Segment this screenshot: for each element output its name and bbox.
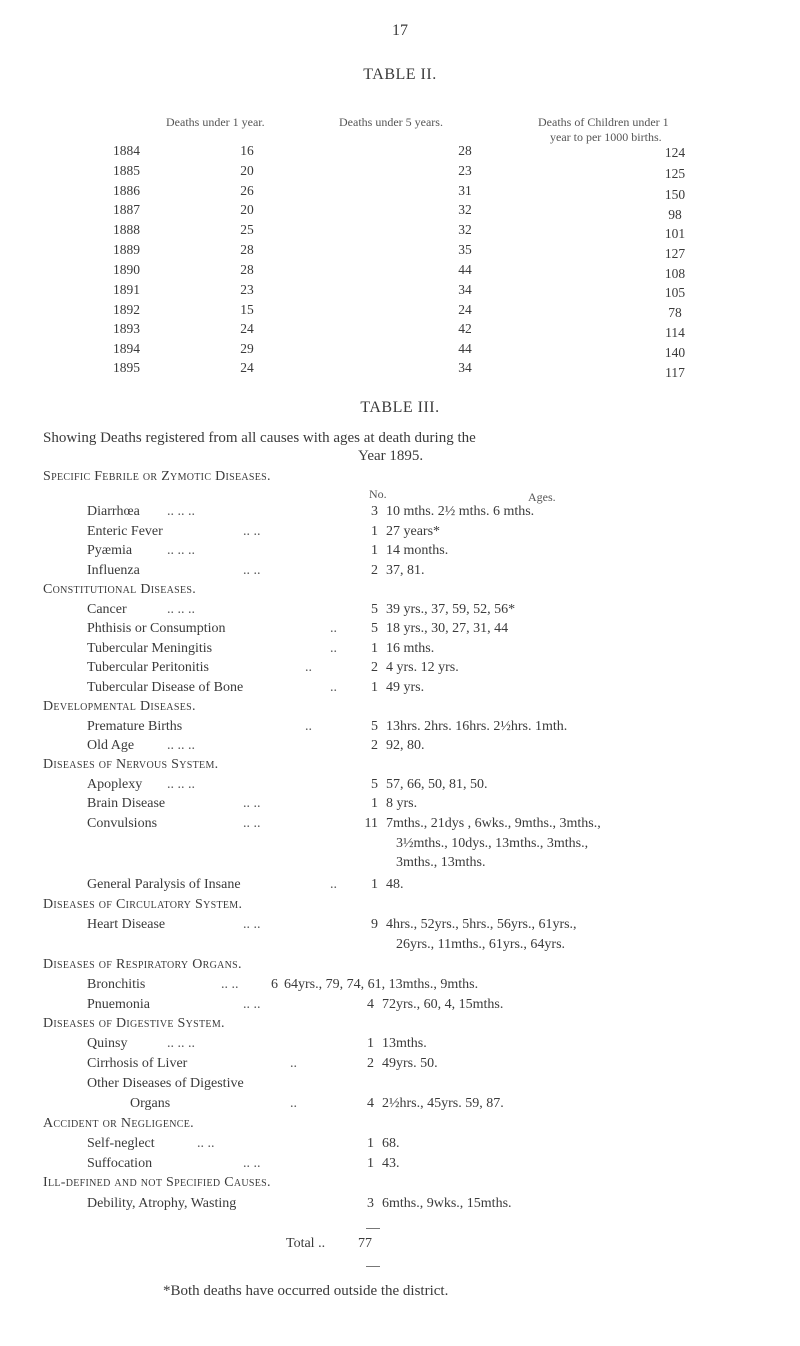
cause-heart-disease: Heart Disease	[87, 917, 166, 932]
under5-cell: 44	[458, 341, 472, 356]
cause-quinsy: Quinsy	[87, 1036, 128, 1051]
count-enteric-fever: 1	[371, 524, 378, 539]
count-cancer: 5	[371, 602, 378, 617]
header-deaths-under-5: Deaths under 5 years.	[339, 115, 443, 129]
cause-suffocation: Suffocation	[87, 1156, 153, 1171]
ages-cancer: 39 yrs., 37, 59, 52, 56*	[386, 602, 516, 617]
under5-cell: 44	[458, 262, 472, 277]
year-cell: 1887	[113, 202, 140, 217]
leader-dots: ..	[290, 1096, 297, 1111]
cause-general-paralysis: General Paralysis of Insane	[87, 877, 241, 892]
ages-general-paralysis: 48.	[386, 877, 404, 892]
ages-phthisis: 18 yrs., 30, 27, 31, 44	[386, 621, 509, 636]
table3-intro-line2: Year 1895.	[358, 448, 424, 464]
under5-cell: 23	[458, 163, 472, 178]
ages-brain-disease: 8 yrs.	[386, 796, 418, 811]
under5-cell: 32	[458, 202, 472, 217]
rate-cell: 78	[668, 305, 682, 320]
leader-dots: .. ..	[243, 816, 261, 831]
cause-premature-births: Premature Births	[87, 719, 183, 734]
year-cell: 1894	[113, 341, 140, 356]
ages-old-age: 92, 80.	[386, 738, 425, 753]
leader-dots: .. ..	[243, 997, 261, 1012]
cause-cancer: Cancer	[87, 602, 127, 617]
ages-debility: 6mths., 9wks., 15mths.	[382, 1196, 512, 1211]
rate-cell: 140	[664, 345, 686, 360]
leader-dots: .. .. ..	[167, 738, 195, 753]
rate-cell: 117	[665, 365, 685, 380]
cause-debility: Debility, Atrophy, Wasting	[87, 1196, 237, 1211]
count-apoplexy: 5	[371, 777, 378, 792]
ages-diarrhoea: 10 mths. 2½ mths. 6 mths.	[386, 504, 535, 519]
under1-cell: 15	[240, 302, 254, 317]
ages-convulsions-line2: 3½mths., 10dys., 13mths., 3mths.,	[396, 836, 589, 851]
year-cell: 1889	[113, 242, 140, 257]
count-tubercular-bone: 1	[371, 680, 378, 695]
leader-dots: ..	[305, 660, 312, 675]
rate-cell: 150	[664, 187, 686, 202]
column-no-header: No.	[369, 487, 387, 501]
header-rate-line2: year to per 1000 births.	[550, 130, 662, 144]
year-cell: 1888	[113, 222, 140, 237]
under5-cell: 34	[458, 282, 472, 297]
under1-cell: 28	[240, 262, 254, 277]
count-debility: 3	[367, 1196, 374, 1211]
cause-brain-disease: Brain Disease	[87, 796, 166, 811]
table2-title: TABLE II.	[363, 66, 437, 83]
count-convulsions: 11	[364, 816, 378, 831]
rate-cell: 127	[664, 246, 686, 261]
header-deaths-under-1: Deaths under 1 year.	[166, 115, 265, 129]
cause-tubercular-peritonitis: Tubercular Peritonitis	[87, 660, 209, 675]
under5-cell: 24	[458, 302, 472, 317]
divider	[366, 1266, 380, 1267]
leader-dots: ..	[330, 621, 337, 636]
under1-cell: 26	[240, 183, 254, 198]
year-cell: 1895	[113, 360, 140, 375]
section-accident: Accident or Negligence.	[43, 1116, 194, 1131]
cause-phthisis: Phthisis or Consumption	[87, 621, 226, 636]
ages-heart-disease-line1: 4hrs., 52yrs., 5hrs., 56yrs., 61yrs.,	[386, 917, 577, 932]
count-self-neglect: 1	[367, 1136, 374, 1151]
year-cell: 1884	[113, 143, 140, 158]
rate-cell: 124	[664, 145, 686, 160]
count-premature-births: 5	[371, 719, 378, 734]
rate-cell: 125	[664, 166, 686, 181]
total-value: 77	[358, 1236, 372, 1251]
under5-cell: 42	[458, 321, 472, 336]
leader-dots: ..	[290, 1056, 297, 1071]
under5-cell: 32	[458, 222, 472, 237]
under1-cell: 28	[240, 242, 254, 257]
divider	[366, 1228, 380, 1229]
ages-bronchitis: 64yrs., 79, 74, 61, 13mths., 9mths.	[284, 977, 479, 992]
leader-dots: .. ..	[243, 563, 261, 578]
year-cell: 1893	[113, 321, 140, 336]
rate-cell: 108	[664, 266, 686, 281]
section-digestive: Diseases of Digestive System.	[43, 1016, 225, 1031]
year-cell: 1891	[113, 282, 140, 297]
count-diarrhoea: 3	[371, 504, 378, 519]
leader-dots: .. .. ..	[167, 777, 195, 792]
ages-pyaemia: 14 months.	[386, 543, 449, 558]
cause-influenza: Influenza	[87, 563, 140, 578]
cause-bronchitis: Bronchitis	[87, 977, 146, 992]
section-developmental: Developmental Diseases.	[43, 699, 196, 714]
section-ill-defined: Ill-defined and not Specified Causes.	[43, 1175, 271, 1190]
section-febrile: Specific Febrile or Zymotic Diseases.	[43, 469, 271, 484]
cause-diarrhoea: Diarrhœa	[87, 504, 140, 519]
cause-other-digestive-line2: Organs	[130, 1096, 171, 1111]
cause-convulsions: Convulsions	[87, 816, 158, 831]
year-cell: 1886	[113, 183, 140, 198]
ages-pneumonia: 72yrs., 60, 4, 15mths.	[382, 997, 504, 1012]
rate-cell: 105	[664, 285, 686, 300]
rate-cell: 101	[664, 226, 686, 241]
section-nervous: Diseases of Nervous System.	[43, 757, 219, 772]
cause-apoplexy: Apoplexy	[87, 777, 143, 792]
cause-old-age: Old Age	[87, 738, 135, 753]
cause-pneumonia: Pnuemonia	[87, 997, 150, 1012]
ages-suffocation: 43.	[382, 1156, 400, 1171]
column-ages-header: Ages.	[528, 490, 556, 504]
rate-cell: 98	[668, 207, 682, 222]
section-constitutional: Constitutional Diseases.	[43, 582, 197, 597]
count-cirrhosis: 2	[367, 1056, 374, 1071]
cause-other-digestive-line1: Other Diseases of Digestive	[87, 1076, 244, 1091]
cause-tubercular-meningitis: Tubercular Meningitis	[87, 641, 213, 656]
count-phthisis: 5	[371, 621, 378, 636]
leader-dots: .. .. ..	[167, 1036, 195, 1051]
count-tubercular-meningitis: 1	[371, 641, 378, 656]
leader-dots: .. ..	[243, 524, 261, 539]
count-tubercular-peritonitis: 2	[371, 660, 378, 675]
under5-cell: 34	[458, 360, 472, 375]
cause-self-neglect: Self-neglect	[87, 1136, 155, 1151]
count-old-age: 2	[371, 738, 378, 753]
total-label: Total ..	[286, 1236, 326, 1251]
section-respiratory: Diseases of Respiratory Organs.	[43, 957, 242, 972]
count-general-paralysis: 1	[371, 877, 378, 892]
section-circulatory: Diseases of Circulatory System.	[43, 897, 243, 912]
ages-tubercular-meningitis: 16 mths.	[386, 641, 435, 656]
leader-dots: .. ..	[197, 1136, 215, 1151]
table3-title: TABLE III.	[360, 399, 440, 416]
count-heart-disease: 9	[371, 917, 378, 932]
under5-cell: 35	[458, 242, 472, 257]
count-quinsy: 1	[367, 1036, 374, 1051]
cause-tubercular-bone: Tubercular Disease of Bone	[87, 680, 244, 695]
under1-cell: 29	[240, 341, 254, 356]
under1-cell: 25	[240, 222, 254, 237]
count-influenza: 2	[371, 563, 378, 578]
year-cell: 1890	[113, 262, 140, 277]
under5-cell: 31	[458, 183, 472, 198]
ages-premature-births: 13hrs. 2hrs. 16hrs. 2½hrs. 1mth.	[386, 719, 568, 734]
count-other-digestive: 4	[367, 1096, 374, 1111]
cause-enteric-fever: Enteric Fever	[87, 524, 163, 539]
count-pyaemia: 1	[371, 543, 378, 558]
year-cell: 1892	[113, 302, 140, 317]
ages-cirrhosis: 49yrs. 50.	[382, 1056, 438, 1071]
under1-cell: 24	[240, 360, 254, 375]
leader-dots: ..	[305, 719, 312, 734]
ages-other-digestive: 2½hrs., 45yrs. 59, 87.	[382, 1096, 504, 1111]
leader-dots: .. ..	[243, 1156, 261, 1171]
ages-heart-disease-line2: 26yrs., 11mths., 61yrs., 64yrs.	[396, 937, 566, 952]
rate-cell: 114	[665, 325, 685, 340]
table3-intro-line1: Showing Deaths registered from all causes with ages at death during the	[43, 430, 476, 446]
leader-dots: ..	[330, 877, 337, 892]
cause-pyaemia: Pyæmia	[87, 543, 133, 558]
ages-tubercular-peritonitis: 4 yrs. 12 yrs.	[386, 660, 459, 675]
header-rate-line1: Deaths of Children under 1	[538, 115, 669, 129]
count-suffocation: 1	[367, 1156, 374, 1171]
ages-enteric-fever: 27 years*	[386, 524, 441, 539]
footnote: *Both deaths have occurred outside the district.	[163, 1283, 449, 1299]
ages-convulsions-line3: 3mths., 13mths.	[396, 855, 486, 870]
under1-cell: 24	[240, 321, 254, 336]
ages-self-neglect: 68.	[382, 1136, 400, 1151]
count-bronchitis: 6	[271, 977, 278, 992]
under5-cell: 28	[458, 143, 472, 158]
cause-cirrhosis: Cirrhosis of Liver	[87, 1056, 188, 1071]
leader-dots: .. ..	[243, 796, 261, 811]
ages-convulsions-line1: 7mths., 21dys , 6wks., 9mths., 3mths.,	[386, 816, 601, 831]
leader-dots: .. ..	[221, 977, 239, 992]
leader-dots: .. .. ..	[167, 504, 195, 519]
leader-dots: ..	[330, 680, 337, 695]
leader-dots: .. .. ..	[167, 602, 195, 617]
ages-quinsy: 13mths.	[382, 1036, 427, 1051]
page-number: 17	[392, 22, 408, 39]
leader-dots: .. ..	[243, 917, 261, 932]
under1-cell: 20	[240, 202, 254, 217]
under1-cell: 23	[240, 282, 254, 297]
count-brain-disease: 1	[371, 796, 378, 811]
count-pneumonia: 4	[367, 997, 374, 1012]
leader-dots: ..	[330, 641, 337, 656]
under1-cell: 16	[240, 143, 254, 158]
ages-tubercular-bone: 49 yrs.	[386, 680, 425, 695]
leader-dots: .. .. ..	[167, 543, 195, 558]
under1-cell: 20	[240, 163, 254, 178]
ages-influenza: 37, 81.	[386, 563, 425, 578]
year-cell: 1885	[113, 163, 140, 178]
ages-apoplexy: 57, 66, 50, 81, 50.	[386, 777, 488, 792]
